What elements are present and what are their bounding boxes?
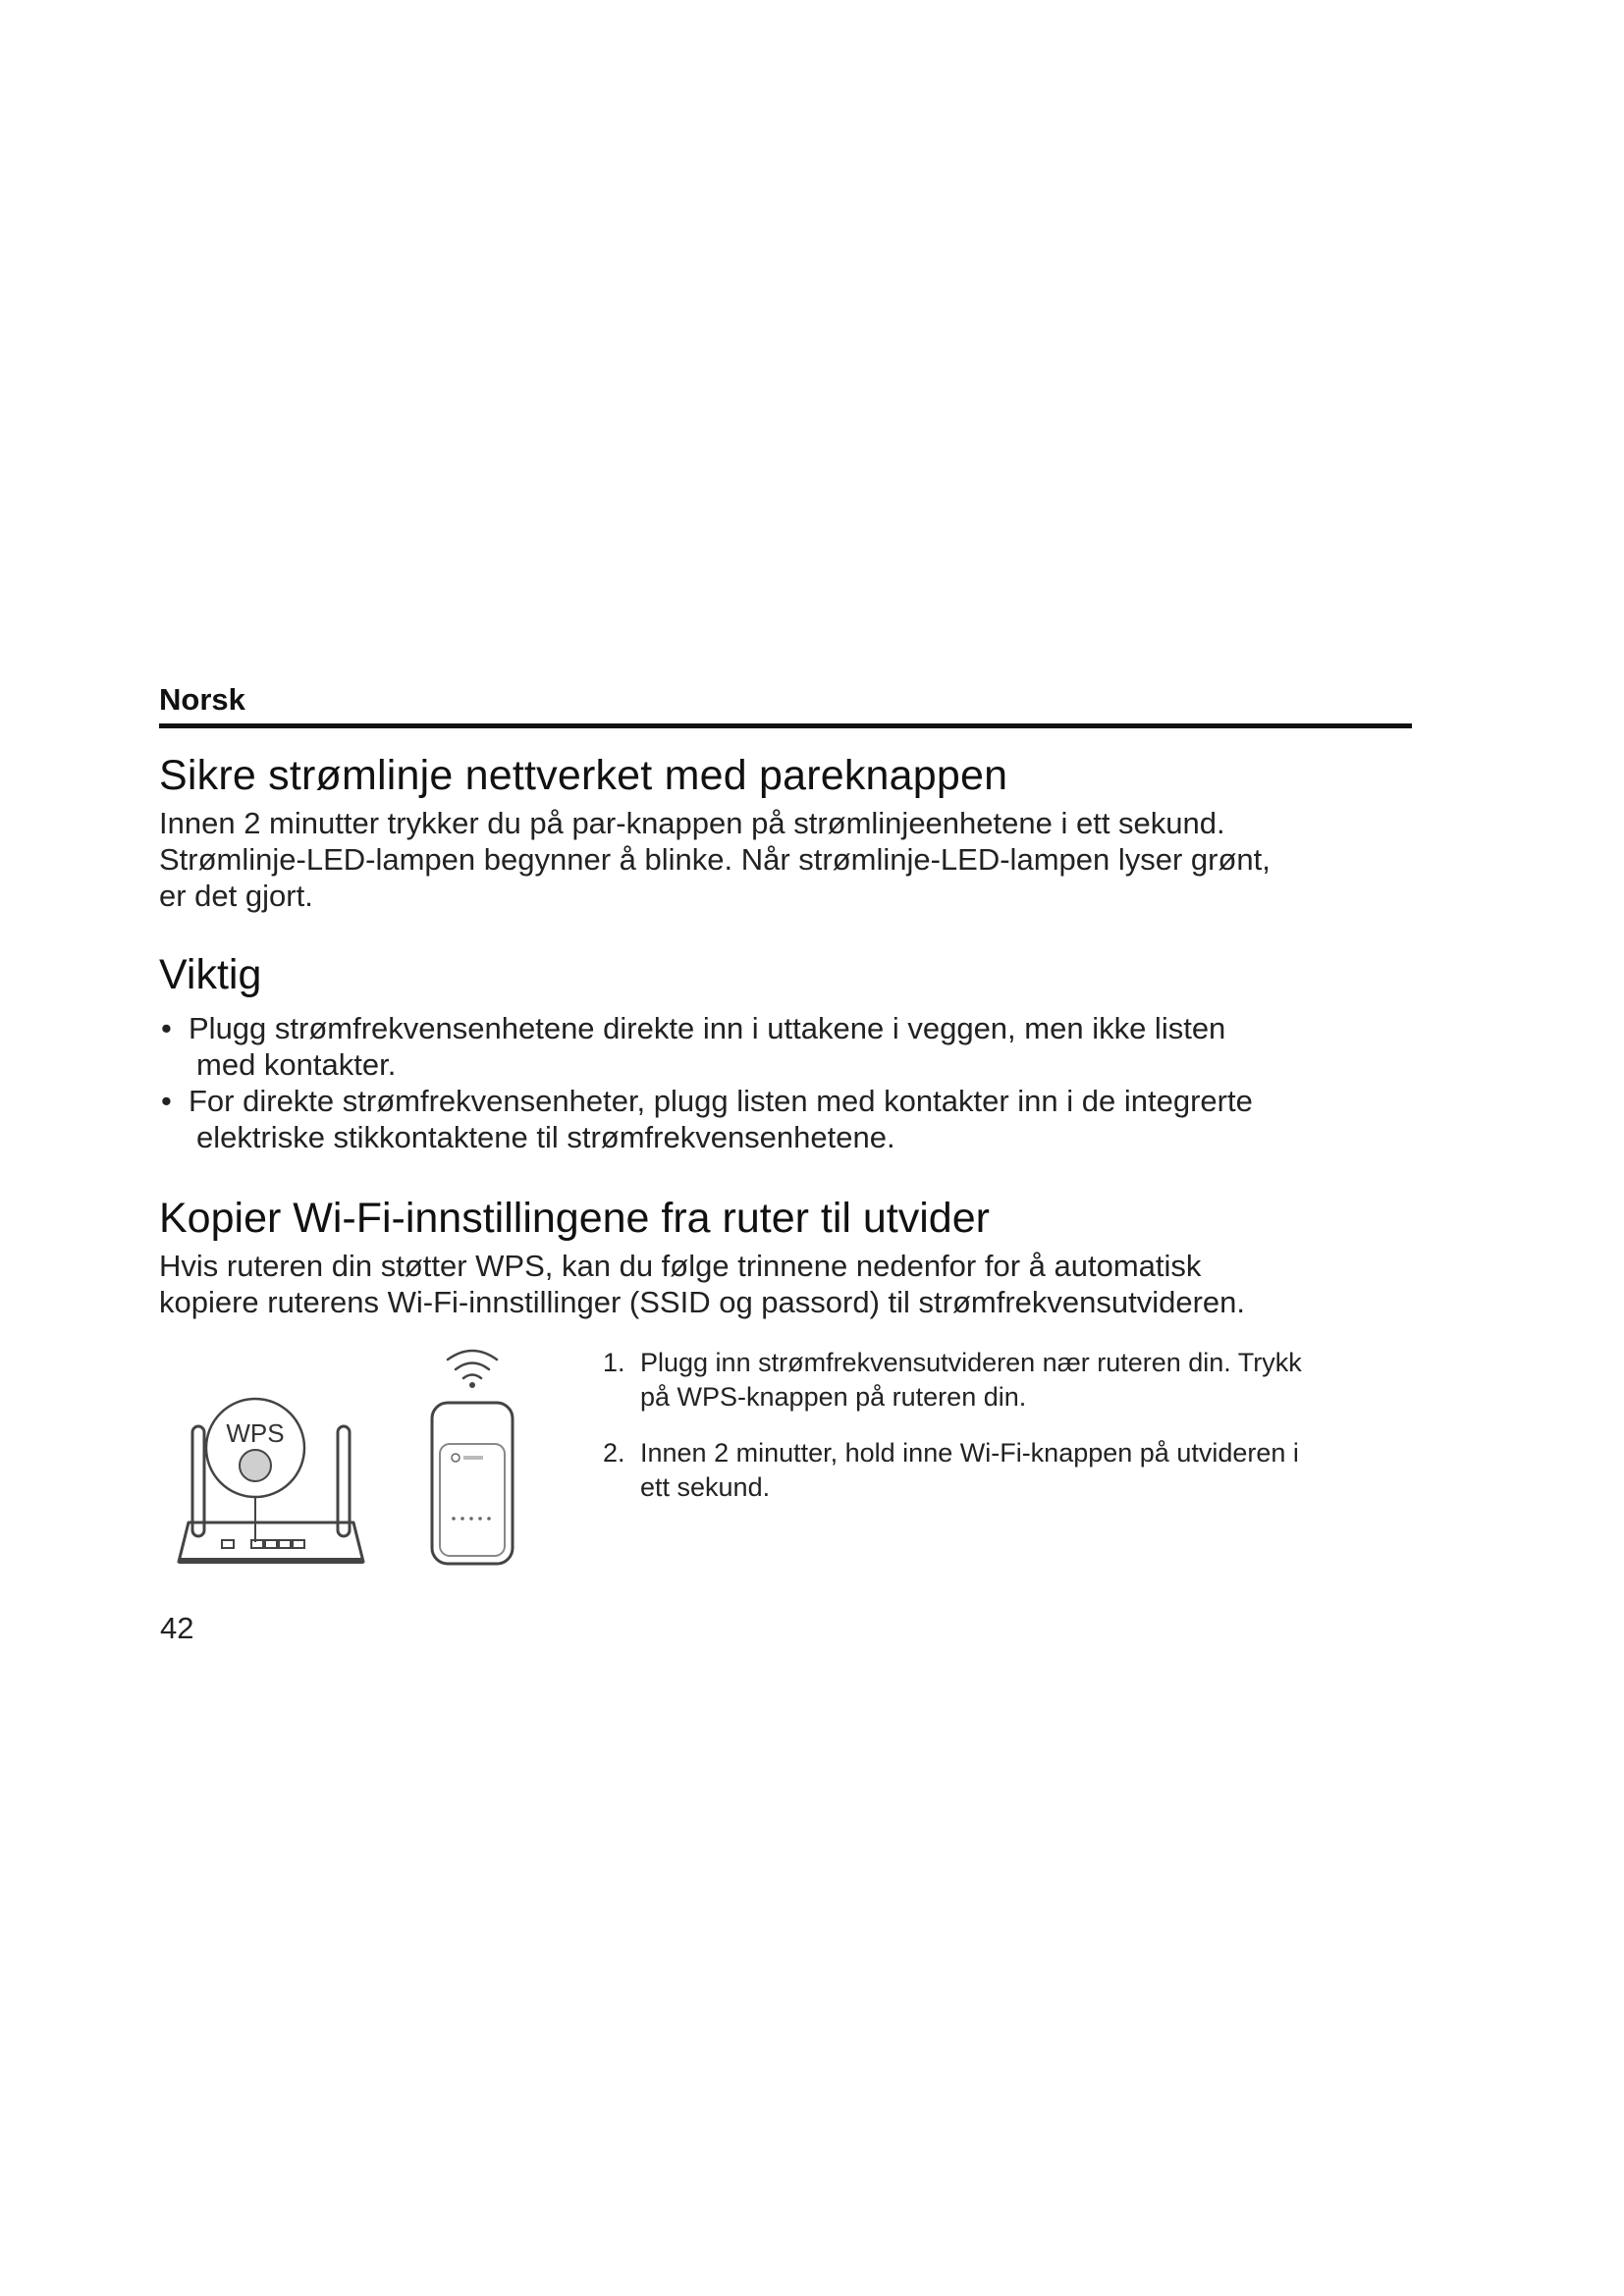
section-body-secure-powerline [159, 805, 1412, 914]
list-item [603, 1436, 1418, 1505]
list-item [603, 1346, 1418, 1415]
bullet-dot: • [161, 1084, 172, 1118]
step-line: på WPS-knappen på ruteren din. [640, 1382, 1027, 1412]
body-line: Strømlinje-LED-lampen begynner å blinke. Når strømlinje-LED-lampen lyser grønt, [159, 842, 1271, 877]
router-icon [171, 1393, 367, 1570]
important-title: Viktig [159, 951, 262, 998]
wps-figure-row [159, 1346, 1412, 1567]
section-title-secure-powerline: Sikre strømlinje nettverket med pareknappen [159, 752, 1008, 799]
body-line: Innen 2 minutter trykker du på par-knappen på strømlinjeenhetene i ett sekund. [159, 806, 1225, 840]
language-label: Norsk [159, 682, 245, 717]
wps-steps-list [603, 1346, 1418, 1526]
powerline-extender-icon [418, 1346, 526, 1567]
body-line: er det gjort. [159, 879, 313, 913]
important-list [159, 1010, 1412, 1155]
wps-label: WPS [226, 1418, 285, 1448]
body-line: kopiere ruterens Wi-Fi-innstillinger (SSID og passord) til strømfrekvensutvideren. [159, 1285, 1246, 1319]
step-line: ett sekund. [640, 1472, 771, 1502]
step-line: Plugg inn strømfrekvensutvideren nær ruteren din. Trykk [640, 1348, 1302, 1377]
header-rule [159, 723, 1412, 728]
wifi-icon [448, 1351, 497, 1378]
list-item-line: Plugg strømfrekvensenhetene direkte inn i uttakene i veggen, men ikke listen [189, 1011, 1226, 1045]
document-page [159, 682, 1412, 1567]
list-item [159, 1083, 1412, 1155]
step-line: Innen 2 minutter, hold inne Wi-Fi-knappen på utvideren i [640, 1438, 1299, 1468]
list-item [159, 1010, 1412, 1083]
list-item-line: elektriske stikkontaktene til strømfrekvensenhetene. [196, 1120, 895, 1154]
step-number: 1. [603, 1348, 625, 1377]
bullet-dot: • [161, 1011, 172, 1045]
list-item-line: med kontakter. [196, 1047, 397, 1082]
section-body-copy-wifi [159, 1248, 1412, 1320]
section-title-copy-wifi: Kopier Wi-Fi-innstillingene fra ruter til utvider [159, 1195, 990, 1242]
step-number: 2. [603, 1438, 625, 1468]
list-item-line: For direkte strømfrekvensenheter, plugg listen med kontakter inn i de integrerte [189, 1084, 1253, 1118]
page-number: 42 [160, 1611, 194, 1645]
body-line: Hvis ruteren din støtter WPS, kan du følge trinnene nedenfor for å automatisk [159, 1249, 1202, 1283]
